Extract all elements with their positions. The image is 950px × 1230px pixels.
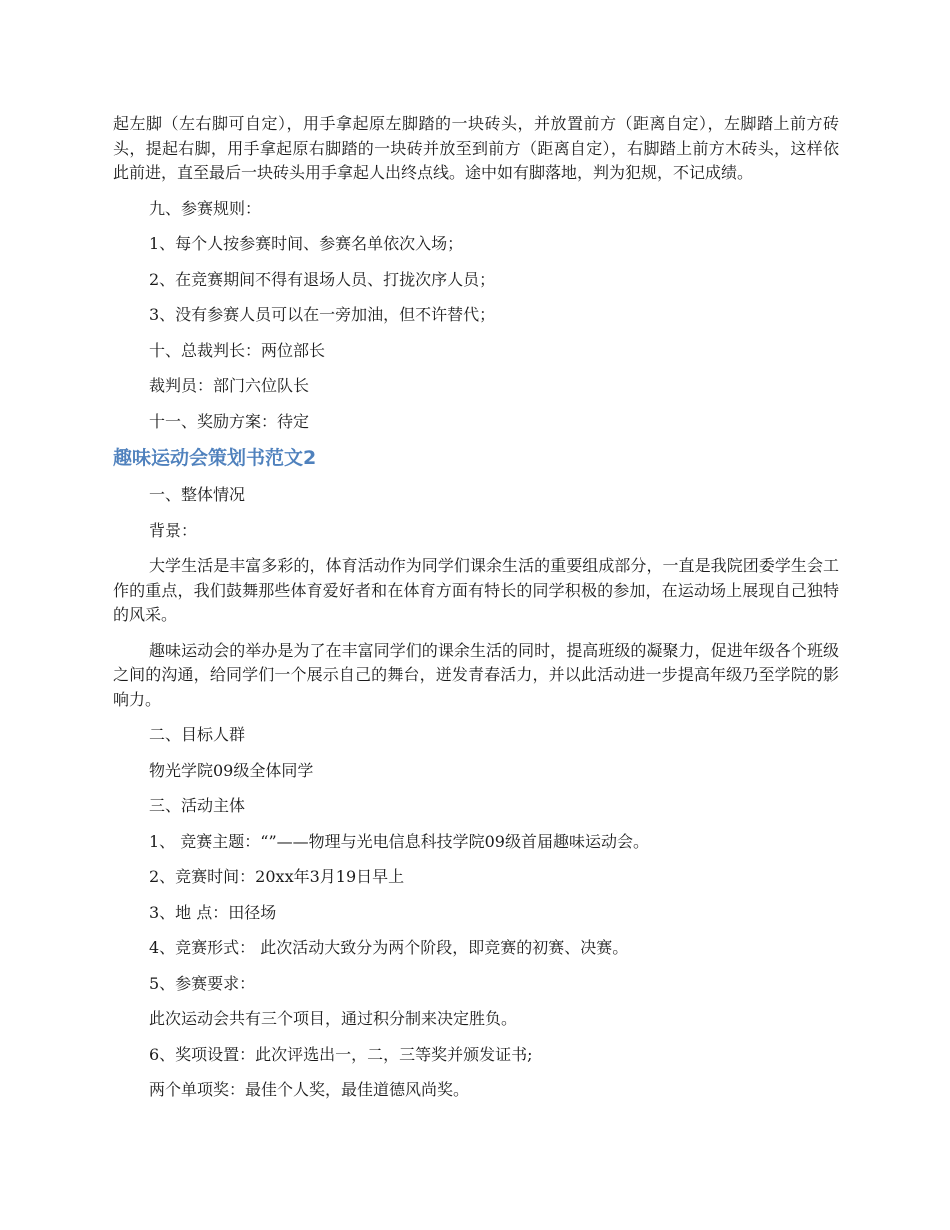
activity-item: 5、参赛要求： <box>149 973 256 993</box>
activity-item: 3、地 点：田径场 <box>149 902 277 922</box>
rules-heading: 九、参赛规则： <box>149 198 262 218</box>
activity-item: 两个单项奖：最佳个人奖，最佳道德风尚奖。 <box>149 1080 470 1099</box>
background-label: 背景： <box>149 520 198 540</box>
judges-line: 裁判员：部门六位队长 <box>149 376 310 395</box>
background-paragraph-1: 大学生活是丰富多彩的，体育活动作为同学们课余生活的重要组成部分，一直是我院团委学生会工作的重点，我们鼓舞那些体育爱好者和在体育方面有特长的同学积极的参加，在运动场上展现自己独特的风采。 <box>113 556 839 624</box>
reward-line: 十一、奖励方案：待定 <box>149 411 310 431</box>
activity-item: 4、竞赛形式： 此次活动大致分为两个阶段，即竞赛的初赛、决赛。 <box>149 938 629 957</box>
subject-heading: 三、活动主体 <box>149 796 246 815</box>
background-paragraph-2: 趣味运动会的举办是为了在丰富同学们的课余生活的同时，提高班级的凝聚力，促进年级各个班级之间的沟通，给同学们一个展示自己的舞台，迸发青春活力，并以此活动进一步提高年级乃至学院的影响力。 <box>113 640 839 709</box>
activity-item: 此次运动会共有三个项目，通过积分制来决定胜负。 <box>149 1009 518 1028</box>
rule-item: 2、在竞赛期间不得有退场人员、打拢次序人员； <box>149 269 496 289</box>
activity-item: 1、 竞赛主题：“”——物理与光电信息科技学院09级首届趣味运动会。 <box>149 831 649 851</box>
section-title: 趣味运动会策划书范文2 <box>113 447 317 469</box>
brick-race-rules-paragraph: 起左脚（左右脚可自定），用手拿起原左脚踏的一块砖头，并放置前方（距离自定），左脚踏上前方砖头，提起右脚，用手拿起原右脚踏的一块砖并放至到前方（距离自定），右脚踏上前方木砖头，这样依此前进，直至最后一块砖头用手拿起人出终点线。途中如有脚落地，判为犯规，不记成绩。 <box>113 114 839 182</box>
rule-item: 1、每个人按参赛时间、参赛名单依次入场； <box>149 234 464 253</box>
target-line: 物光学院09级全体同学 <box>149 760 314 780</box>
chief-judge-line: 十、总裁判长：两位部长 <box>149 340 326 360</box>
activity-item: 6、奖项设置：此次评选出一，二，三等奖并颁发证书; <box>149 1044 533 1064</box>
activity-item: 2、竞赛时间：20xx年3月19日早上 <box>149 867 405 886</box>
overall-heading: 一、整体情况 <box>149 485 246 504</box>
document-content <box>113 112 839 1103</box>
target-heading: 二、目标人群 <box>149 725 246 744</box>
rule-item: 3、没有参赛人员可以在一旁加油，但不许替代； <box>149 305 496 324</box>
